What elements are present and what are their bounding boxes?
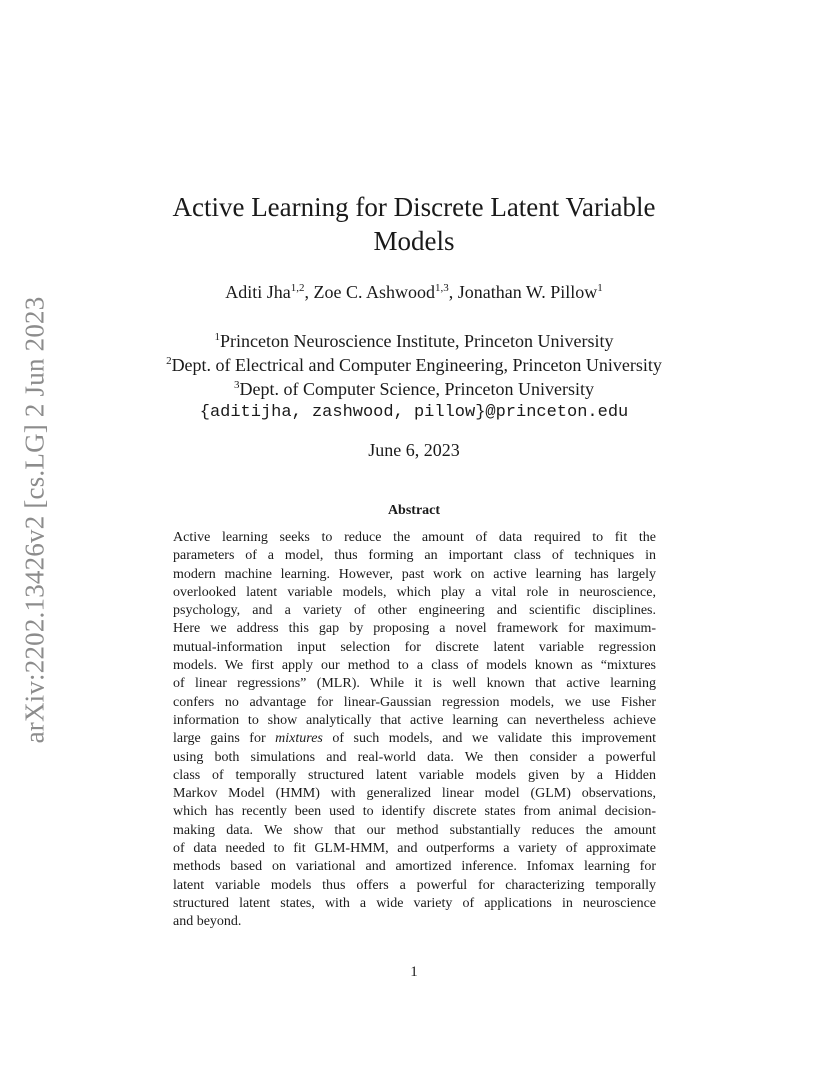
author-affiliation-mark: 1 [597,282,603,294]
abstract-line: Here we address this gap by proposing a novel framework for maximum- [173,621,656,637]
affiliation-list [0,329,828,425]
author-separator: , [304,282,314,302]
affiliation-mark: 1 [214,331,221,343]
abstract-heading: Abstract [387,503,441,518]
author-emails: {aditijha, zashwood, pillow}@princeton.edu [199,403,629,422]
abstract-line: and beyond. [173,914,242,930]
abstract-line: making data. We show that our method substantially reduces the amount [173,822,656,838]
publication-date: June 6, 2023 [368,440,460,460]
abstract-line: Active learning seeks to reduce the amount of data required to fit the [173,530,656,545]
abstract-line: latent variable models thus offers a powerful for characterizing temporally [173,877,656,893]
abstract-line: psychology, and a variety of other engineering and scientific disciplines. [173,603,656,619]
abstract-line: information to show analytically that active learning can nevertheless achieve [173,712,656,728]
abstract-line: methods based on variational and amortized inference. Infomax learning for [173,859,656,875]
abstract-body [173,529,656,932]
affiliation-text: Dept. of Computer Science, Princeton University [239,379,594,399]
abstract-line: structured latent states, with a wide variety of applications in neuroscience [173,895,656,911]
abstract-line: overlooked latent variable models, which play a vital role in neuroscience, [173,584,656,600]
title-line-2: Models [373,226,455,256]
affiliation-text: Dept. of Electrical and Computer Engineering, Princeton University [171,355,662,375]
affiliation-line [0,353,828,377]
affiliation-line [0,329,828,353]
abstract-line: class of temporally structured latent variable models given by a Hidden [173,767,656,783]
emphasized-word: mixtures [275,731,323,747]
author-list [0,282,828,303]
author-separator: , [448,282,458,302]
affiliation-text: Princeton Neuroscience Institute, Princeton University [220,331,614,351]
abstract-line: of data needed to fit GLM-HMM, and outperforms a variety of approximate [173,841,656,857]
paper-title [0,190,828,258]
author-affiliation-mark: 1,3 [434,282,449,294]
author-name: Aditi Jha [225,282,291,302]
author-name: Zoe C. Ashwood [313,282,435,302]
abstract-line: of linear regressions” (MLR). While it is well known that active learning [173,676,656,692]
author-affiliation-mark: 1,2 [290,282,305,294]
affiliation-mark: 2 [166,355,172,367]
page-number: 1 [410,964,418,980]
abstract-line: parameters of a model, thus forming an important class of techniques in [173,548,656,564]
affiliation-line [0,377,828,401]
author-name: Jonathan W. Pillow [457,282,598,302]
abstract-line: modern machine learning. However, past work on active learning has largely [173,566,656,582]
affiliation-mark: 3 [234,379,240,391]
abstract-line: confers no advantage for linear-Gaussian regression models, we use Fisher [173,694,656,710]
abstract-line: which has recently been used to identify discrete states from animal decision- [173,804,656,820]
abstract-line: large gains for mixtures of such models, and we validate this improvement [173,731,656,747]
title-line-1: Active Learning for Discrete Latent Variable [172,192,656,222]
abstract-line: models. We first apply our method to a class of models known as “mixtures [173,658,656,674]
abstract-line: using both simulations and real-world data. We then consider a powerful [173,749,656,765]
arxiv-identifier-stamp: arXiv:2202.13426v2 [cs.LG] 2 Jun 2023 [19,296,50,744]
abstract-line: Markov Model (HMM) with generalized linear model (GLM) observations, [173,786,656,802]
abstract-line: mutual-information input selection for discrete latent variable regression [173,639,656,655]
